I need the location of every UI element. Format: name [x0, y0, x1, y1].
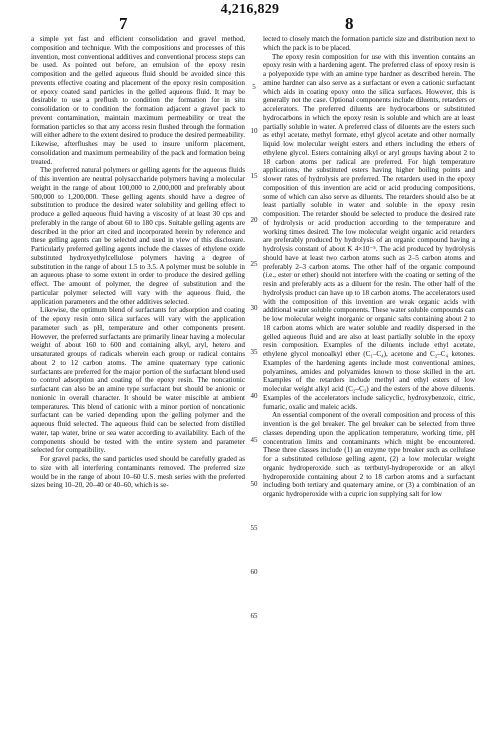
left-paragraph: The preferred natural polymers or gelling agents for the aqueous fluids of this invention are neutral polysaccharide polymers having a molecular weight in the range of about 100,000 to 2,000,000 and preferably about 500,000 to 1,200,000. These gelling agents should have a degree of substitution to produce the desired water solubility and gelling effect to produce a gelled aqueous fluid having a viscosity of at least 30 cps and preferably in the range of about 60 to 180 cps. Suitable gelling agents are described in the prior art cited and incorporated herein by reference and these gelling agents can be selected and used in view of this disclosure. Particularly preferred gelling agents include the classes of ethylene oxide substituted hydroxyethylcellulose polymers having a degree of substitution in the range of about 1.5 to 3.5. A polymer must be soluble in an aqueous phase to some extent in order to produce the desired gelling effect. The amount of polymer, the degree of substitution and the particular polymer selected will vary with the aqueous fluid, the application parameters and the other additives selected. [31, 166, 245, 306]
line-number: 25 [250, 260, 258, 268]
line-number: 10 [250, 127, 258, 135]
line-number: 20 [250, 216, 258, 224]
left-column-number: 7 [119, 14, 128, 33]
line-number: 45 [250, 436, 258, 444]
line-number: 35 [250, 348, 258, 356]
right-paragraph: The epoxy resin composition for use with this invention contains an epoxy resin with a hardening agent. The preferred class of epoxy resin is a polyepoxide type with an amine type hardner as described herein. The amine hardner can also serve as a surfactant or even a cationic surfactant which aids in coating epoxy onto the silica surfaces. However, this is generally not the case. Optional components include diluents, retarders or accelerators. The preferred diluents are hydrocarbons or substituted hydrocarbons in which the epoxy resin is soluble and which are at least partially soluble in water. A preferred class of diluents are the esters such as ethyl acetate, methyl formate, ethyl glycol acetate and other normally liquid low molecular weight esters and ethers including the ethers of ethylene glycol. Esters containing alkyl or aryl groups having about 2 to 18 carbon atoms per radical are preferred. For high temperature applications, the substituted esters having higher boiling points and slower rates of hydrolysis are preferred. The retarders used in the epoxy composition of this invention are acid or acid producing compositions, some of which can also serve as diluents. The retarders should also be at least partially soluble in water and soluble in the epoxy resin composition. The retarder should be selected to produce the desired rate of hydrolysis or acid production according to the temperature and working times desired. The low molecular weight organic acid retarders are preferably produced by hydrolysis of an organic compound having a hydrolysis constant of about K 4×10⁻⁵. The acid produced by hydrolysis should have at least two carbon atoms such as 2–5 carbon atoms and preferably 2–3 carbon atoms. The other half of the organic compound (i.e., ester or ether) should not interfere with the coating or setting of the resin and preferably acts as a diluent for the resin. The other half of the hydrolysis product can have up to 18 carbon atoms. The accelerators used with the composition of this invention are weak organic acids with additional water soluble components. These water soluble compounds can be low molecular weight inorganic or organic salts containing about 2 to 18 carbon atoms which are water soluble and readily dispersed in the gelled aqueous fluid and are also at least partially soluble in the epoxy resin composition. Examples of the diluents include ethyl acetate, ethylene glycol monoalkyl ether (C₁–C₄), acetone and C₂–C₄ ketones. Examples of the hardening agents include most conventional amines, polyamines, amides and polyamides known to those skilled in the art. Examples of the retarders include methyl and ethyl esters of low molecular weight alkyl acid (C₂–C₃) and the esters of the above diluents. Examples of the accelerators include salicyclic, hydroxybenzoic, citric, fumaric, oxalic and maleic acids. [263, 52, 475, 411]
right-paragraph: lected to closely match the formation particle size and distribution next to which the pack is to be placed. [263, 35, 475, 52]
line-number: 55 [250, 524, 258, 532]
right-text-column [263, 35, 475, 499]
line-number: 65 [250, 612, 258, 620]
line-number: 15 [250, 172, 258, 180]
left-paragraph: For gravel packs, the sand particles used should be carefully graded as to size with all interfering contaminants removed. The preferred size would be in the range of about 10–60 U.S. mesh series with the preferred sizes being 10–20, 20–40 or 40–60, which is se- [31, 455, 245, 490]
line-number: 40 [250, 392, 258, 400]
patent-number: 4,216,829 [220, 2, 280, 17]
right-paragraph: An essential component of the overall composition and process of this invention is the gel breaker. The gel breaker can be selected from three classes depending upon the application temperature, working time, pH concentration limits and contaminants which might be encountered. These three classes include (1) an enzyme type breaker such as cellulase for a substituted cellulose gelling agent, (2) a low molecular weight organic hydroperoxide such as tertbutyl-hydroperoxide or an alkyl hydroperoxide containing about 2 to 18 carbon atoms and a surfactant including both tertiary and quaternary amine, or (3) a combination of an organic hydroperoxide with a cupric ion supplying salt for low [263, 411, 475, 498]
line-number: 5 [252, 83, 256, 91]
left-paragraph: Likewise, the optimum blend of surfactants for adsorption and coating of the epoxy resin onto silica surfaces will vary with the application parameter such as pH, temperature and other components present. However, the preferred surfactants are primarily linear having a molecular weight of about 160 to 600 and containing alkyl, aryl, hetero and unsaturated groups of radicals wherein each group or radical contains about 2 to 12 carbon atoms. The amine quaternary type cationic surfactants are preferred for the major portion of the surfactant blend used to control adsorption and coating of the epoxy resin. The noncationic surfactant can also be an amine type surfactant but should be anionic or nonionic in overall character. It should be water miscible at ambient temperatures. This blend of cationic with a minor portion of noncationic surfactant can be varied depending upon the gelling polymer and the aqueous fluid selected. The aqueous fluid can be selected from distilled water, tap water, brine or sea water according to availability. Each of the components should be tested with the entire system and parameter selected for compatibility. [31, 306, 245, 455]
left-paragraph: a simple yet fast and efficient consolidation and gravel method, composition and technique. With the compositions and processes of this invention, most conventional additives and conventional process steps can be used. As pointed out before, an emulsion of the epoxy resin composition and the gelled aqueous fluid should be avoided since this prevents effective coating and placement of the epoxy resin composition or epoxy coated sand particles in the gelled aqueous fluid. It may be desirable to use a preflush to condition the formation for in situ consolidation or to condition the formation adjacent a gravel pack to prevent contamination, maintain maximum permeability or treat the formation particles so that any access resin flushed through the formation will either adhere to the extent desired to produce the desired permeability. Likewise, afterflushes may be used to insure uniform placement, consolidation and maximum permeability of the pack and formation being treated. [31, 35, 245, 166]
line-number: 50 [250, 480, 258, 488]
left-text-column [31, 35, 245, 490]
line-number: 60 [250, 568, 258, 576]
right-column-number: 8 [345, 14, 354, 33]
line-number: 30 [250, 304, 258, 312]
